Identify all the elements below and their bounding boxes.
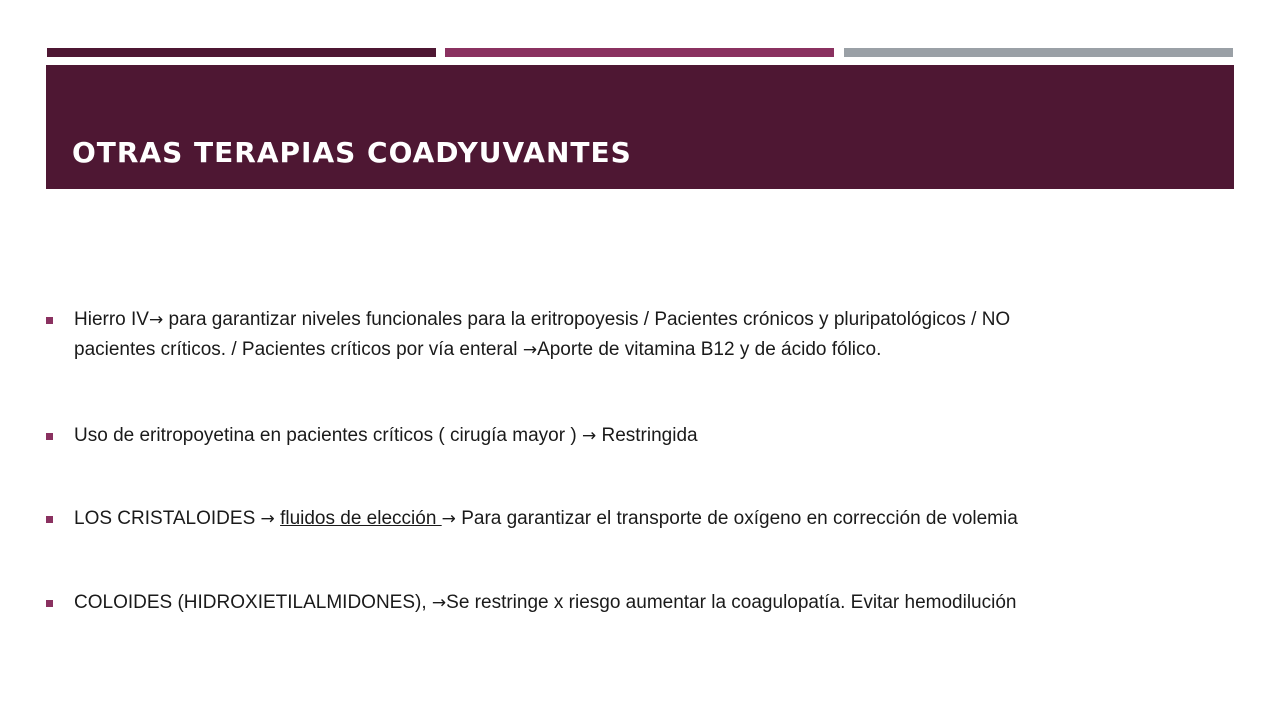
arrow-right-icon: → [148, 310, 164, 330]
title-band [46, 65, 1234, 189]
slide-title: OTRAS TERAPIAS COADYUVANTES [72, 136, 632, 169]
bullet-text [74, 305, 1224, 335]
bullet-text [74, 588, 1224, 618]
arrow-right-icon: → [581, 426, 597, 446]
text-segment: Para garantizar el transporte de oxígeno en corrección de volemia [455, 508, 1018, 529]
square-bullet-icon [46, 600, 53, 607]
text-segment: Hierro IV [74, 309, 149, 330]
square-bullet-icon [46, 516, 53, 523]
square-bullet-icon [46, 317, 53, 324]
text-segment: Aporte de vitamina B12 y de ácido fólico. [537, 339, 882, 360]
accent-bar-magenta [445, 48, 834, 57]
bullet-text [74, 504, 1224, 534]
text-segment: Restringida [596, 425, 698, 446]
text-segment: Uso de eritropoyetina en pacientes críticos ( cirugía mayor ) [74, 425, 582, 446]
text-segment: para garantizar niveles funcionales para la eritropoyesis / Pacientes crónicos y pluripatológicos / NO [163, 309, 1011, 330]
arrow-right-icon: → [431, 593, 447, 613]
text-segment: Se restringe x riesgo aumentar la coagulopatía. Evitar hemodilución [446, 592, 1017, 613]
text-segment: LOS CRISTALOIDES [74, 508, 261, 529]
arrow-right-icon: → [441, 509, 456, 529]
accent-bar-gray [844, 48, 1233, 57]
text-segment: COLOIDES (HIDROXIETILALMIDONES), [74, 592, 432, 613]
arrow-right-icon: → [260, 509, 275, 529]
bullet-text [74, 421, 1224, 451]
accent-bar-dark [47, 48, 436, 57]
arrow-right-icon: → [522, 340, 538, 360]
text-segment: pacientes críticos. / Pacientes críticos por vía enteral [74, 339, 523, 360]
underlined-text: fluidos de elección [280, 508, 442, 529]
bullet-text-line-2 [74, 335, 1224, 365]
square-bullet-icon [46, 433, 53, 440]
